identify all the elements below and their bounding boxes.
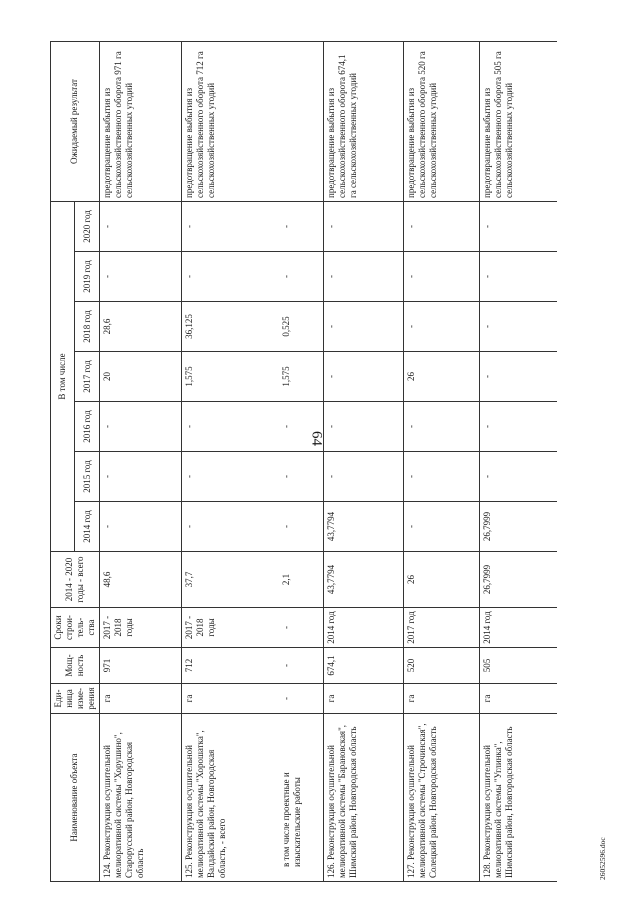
header-capacity: Мощ-ность xyxy=(51,648,100,684)
row-2019: - xyxy=(323,252,403,302)
row-terms: 2014 год xyxy=(479,608,557,648)
row-terms: 2017 - 2018 годы xyxy=(181,608,279,648)
row-terms: 2017 год xyxy=(403,608,479,648)
row-2016: - xyxy=(181,402,279,452)
header-terms: Сроки строи-тель-ства xyxy=(51,608,100,648)
row-2015: - xyxy=(181,452,279,502)
header-total: 2014 - 2020 годы - всего xyxy=(51,552,100,608)
header-year-2016: 2016 год xyxy=(75,402,99,452)
row-name: 126. Реконструкция осушительной мелиоративной системы "Барановская", Шимский район, Новгородская область xyxy=(323,714,403,882)
row-2016: - xyxy=(279,402,323,452)
row-name: в том числе проектные и изыскательские работы xyxy=(279,714,323,882)
table-row xyxy=(279,41,323,881)
row-total: 43,7794 xyxy=(323,552,403,608)
row-2017: - xyxy=(479,352,557,402)
row-2017: 1,575 xyxy=(279,352,323,402)
row-2014: - xyxy=(181,502,279,552)
row-capacity: 971 xyxy=(99,648,181,684)
objects-table xyxy=(50,41,557,882)
header-row-1 xyxy=(51,41,75,881)
row-2018: 0,525 xyxy=(279,302,323,352)
row-total: 26 xyxy=(403,552,479,608)
row-total: 37,7 xyxy=(181,552,279,608)
row-result: предотвращение выбытия из сельскохозяйственного оборота 520 га сельскохозяйственных угодий xyxy=(403,41,479,201)
row-result: предотвращение выбытия из сельскохозяйственного оборота 505 га сельскохозяйственных угодий xyxy=(479,41,557,201)
header-year-2015: 2015 год xyxy=(75,452,99,502)
row-2015: - xyxy=(279,452,323,502)
row-2020: - xyxy=(479,201,557,251)
row-2015: - xyxy=(403,452,479,502)
row-2016: - xyxy=(403,402,479,452)
row-capacity: - xyxy=(279,648,323,684)
row-name: 127. Реконструкция осушительной мелиоративной системы "Строчинская", Солецкий район, Новгородская область xyxy=(403,714,479,882)
row-unit: га xyxy=(403,684,479,714)
row-result: предотвращение выбытия из сельскохозяйственного оборота 674,1 га сельскохозяйственных угодий xyxy=(323,41,403,201)
row-2019: - xyxy=(403,252,479,302)
row-result xyxy=(279,41,323,201)
table-row xyxy=(323,41,403,881)
header-year-2014: 2014 год xyxy=(75,502,99,552)
row-2020: - xyxy=(323,201,403,251)
row-result: предотвращение выбытия из сельскохозяйственного оборота 712 га сельскохозяйственных угодий xyxy=(181,41,279,201)
row-2016: - xyxy=(479,402,557,452)
header-year-2017: 2017 год xyxy=(75,352,99,402)
row-2018: - xyxy=(403,302,479,352)
row-2014: - xyxy=(403,502,479,552)
header-unit: Еди-ница изме-рения xyxy=(51,684,100,714)
header-year-2020: 2020 год xyxy=(75,201,99,251)
row-2020: - xyxy=(403,201,479,251)
row-terms: 2014 год xyxy=(323,608,403,648)
rotated-table-container xyxy=(50,42,570,882)
row-2017: 20 xyxy=(99,352,181,402)
row-unit: га xyxy=(323,684,403,714)
row-result: предотвращение выбытия из сельскохозяйственного оборота 971 га сельскохозяйственных угодий xyxy=(99,41,181,201)
row-total: 48,6 xyxy=(99,552,181,608)
row-capacity: 674,1 xyxy=(323,648,403,684)
row-2014: 26,7999 xyxy=(479,502,557,552)
row-name: 124. Реконструкция осушительной мелиоративной системы "Хорушино", Старорусский район, Новгородская область xyxy=(99,714,181,882)
row-unit: га xyxy=(99,684,181,714)
row-unit: га xyxy=(479,684,557,714)
row-2016: - xyxy=(99,402,181,452)
row-2018: 28,6 xyxy=(99,302,181,352)
row-capacity: 505 xyxy=(479,648,557,684)
table-row xyxy=(99,41,181,881)
row-terms: - xyxy=(279,608,323,648)
row-name: 128. Реконструкция осушительной мелиоративной системы "Углинка", Шимский район, Новгородская область xyxy=(479,714,557,882)
row-2018: 36,125 xyxy=(181,302,279,352)
row-2019: - xyxy=(479,252,557,302)
row-2017: 1,575 xyxy=(181,352,279,402)
row-2017: 26 xyxy=(403,352,479,402)
row-2015: - xyxy=(479,452,557,502)
page-number: 64 xyxy=(308,431,325,446)
row-2020: - xyxy=(181,201,279,251)
row-terms: 2017 - 2018 годы xyxy=(99,608,181,648)
row-2016: - xyxy=(323,402,403,452)
row-2019: - xyxy=(181,252,279,302)
row-unit: - xyxy=(279,684,323,714)
row-total: 2,1 xyxy=(279,552,323,608)
header-year-2018: 2018 год xyxy=(75,302,99,352)
row-2019: - xyxy=(279,252,323,302)
row-2015: - xyxy=(99,452,181,502)
header-result: Ожидаемый результат xyxy=(51,41,100,201)
table-row xyxy=(181,41,279,881)
row-capacity: 712 xyxy=(181,648,279,684)
row-2014: 43,7794 xyxy=(323,502,403,552)
row-2014: - xyxy=(279,502,323,552)
row-2017: - xyxy=(323,352,403,402)
header-name: Наименование объекта xyxy=(51,714,100,882)
row-2019: - xyxy=(99,252,181,302)
row-2018: - xyxy=(323,302,403,352)
row-2020: - xyxy=(279,201,323,251)
row-capacity: 520 xyxy=(403,648,479,684)
row-2018: - xyxy=(479,302,557,352)
table-row xyxy=(403,41,479,881)
row-2020: - xyxy=(99,201,181,251)
row-name: 125. Реконструкция осушительной мелиоративной системы "Хорошатка", Валдайский район, Новгородская область, - всего xyxy=(181,714,279,882)
row-2015: - xyxy=(323,452,403,502)
header-group: В том числе xyxy=(51,201,75,551)
row-unit: га xyxy=(181,684,279,714)
row-total: 26,7999 xyxy=(479,552,557,608)
table-row xyxy=(479,41,557,881)
header-year-2019: 2019 год xyxy=(75,252,99,302)
row-2014: - xyxy=(99,502,181,552)
document-filename: 26052596.doc xyxy=(598,837,607,880)
